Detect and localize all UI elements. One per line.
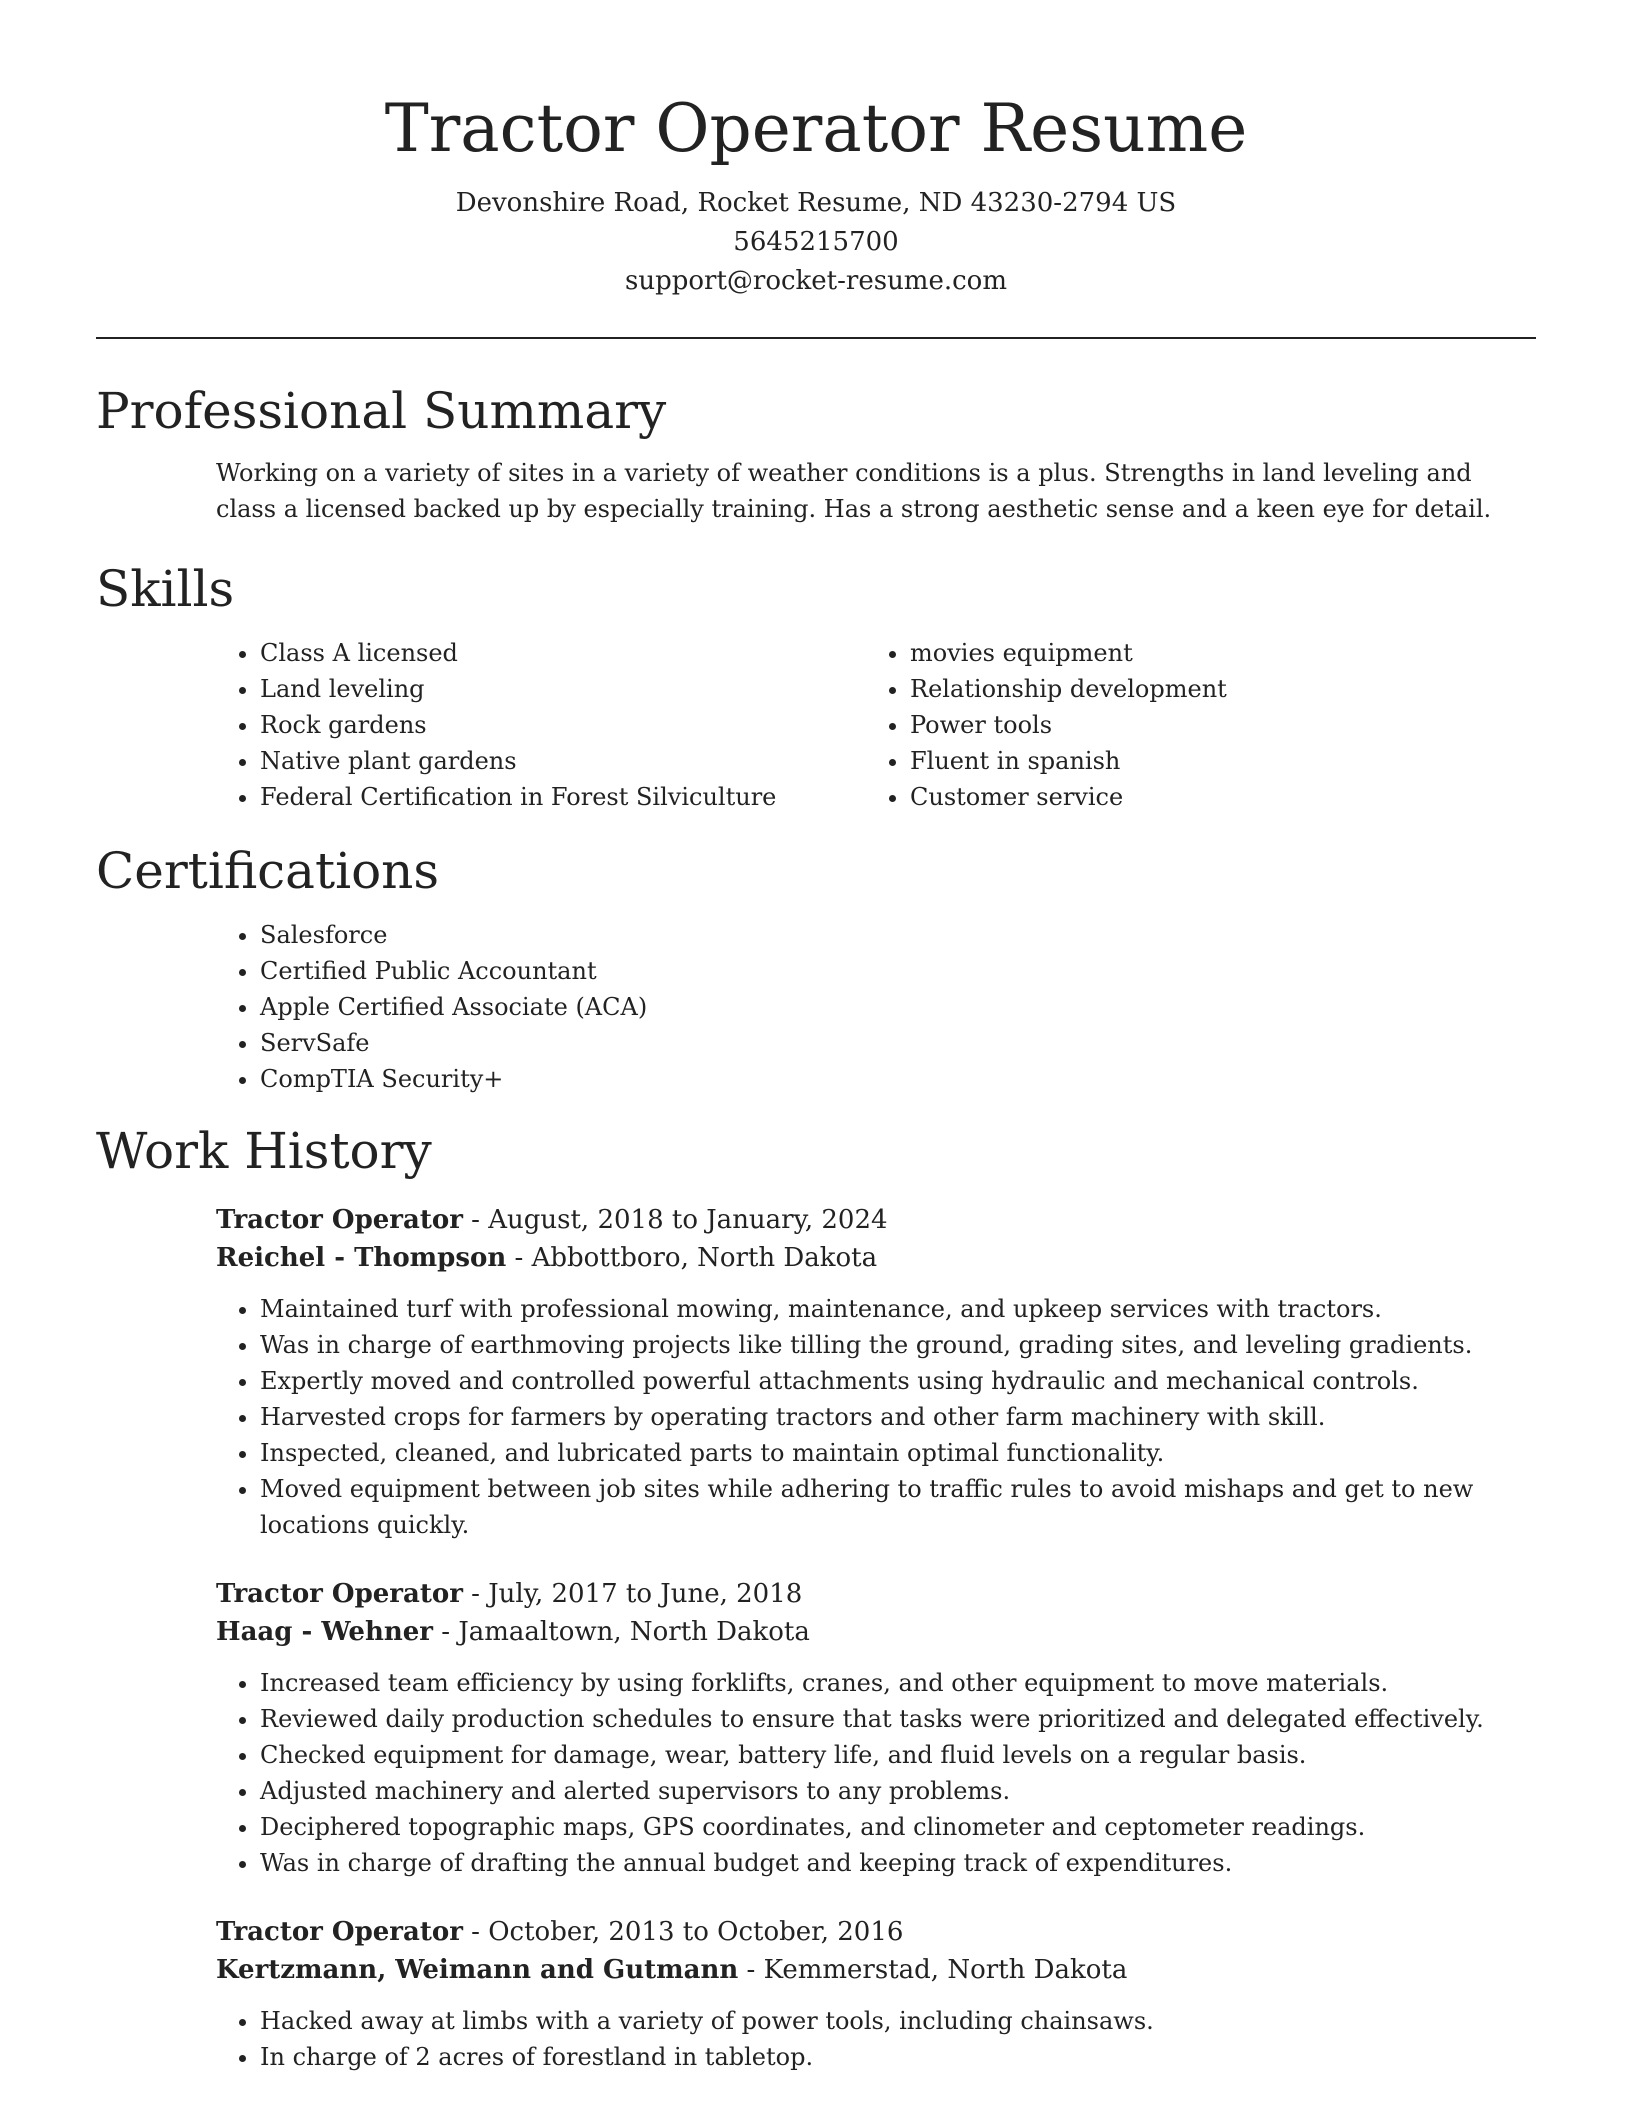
job-role: Tractor Operator [216, 1205, 463, 1235]
skills-list [0, 635, 1632, 815]
job-location: Jamaaltown, North Dakota [458, 1617, 810, 1647]
job-duty: • Inspected, cleaned, and lubricated parts to maintain optimal functionality. [260, 1435, 1536, 1471]
job-company: Reichel - Thompson [216, 1243, 507, 1273]
job-location: Kemmerstad, North Dakota [763, 1955, 1128, 1985]
skills-heading: Skills [96, 560, 235, 618]
job-duty: • In charge of 2 acres of forestland in tabletop. [260, 2039, 1536, 2075]
job-duty: • Hacked away at limbs with a variety of power tools, including chainsaws. [260, 2003, 1536, 2039]
summary-text: Working on a variety of sites in a variety of weather conditions is a plus. Strengths in land leveling and class a licensed backed up by especially training. Has a strong aesthetic sense and a keen eye for detail. [216, 459, 1492, 523]
job-role: Tractor Operator [216, 1917, 463, 1947]
job-duty: • Was in charge of drafting the annual budget and keeping track of expenditures. [260, 1845, 1536, 1881]
job-duty: • Adjusted machinery and alerted supervisors to any problems. [260, 1773, 1536, 1809]
job-company: Haag - Wehner [216, 1617, 434, 1647]
resume-title: Tractor Operator Resume [384, 90, 1248, 167]
job-title-line: Tractor Operator - October, 2013 to October, 2016 [216, 1917, 904, 1947]
skill-item: • Relationship development [910, 671, 1227, 707]
work-history-heading: Work History [96, 1122, 432, 1180]
job-dates: October, 2013 to October, 2016 [488, 1917, 904, 1947]
skills-column-left [260, 635, 776, 815]
job-duty: • Increased team efficiency by using forklifts, cranes, and other equipment to move materials. [260, 1665, 1536, 1701]
certification-item: • ServSafe [260, 1025, 1632, 1061]
header-divider [96, 337, 1536, 339]
skill-item: • Power tools [910, 707, 1227, 743]
skill-item: • Native plant gardens [260, 743, 776, 779]
job-duty: • Expertly moved and controlled powerful attachments using hydraulic and mechanical controls. [260, 1363, 1536, 1399]
job-entry [216, 1913, 1536, 2075]
certifications-list [0, 917, 1632, 1097]
job-dates: July, 2017 to June, 2018 [488, 1579, 803, 1609]
job-duties [216, 2003, 1536, 2075]
job-duty: • Reviewed daily production schedules to ensure that tasks were prioritized and delegated effectively. [260, 1701, 1536, 1737]
skill-item: • movies equipment [910, 635, 1227, 671]
job-company-line: Haag - Wehner - Jamaaltown, North Dakota [216, 1617, 810, 1647]
certification-item: • Certified Public Accountant [260, 953, 1632, 989]
job-company-line: Kertzmann, Weimann and Gutmann - Kemmerstad, North Dakota [216, 1955, 1128, 1985]
contact-address: Devonshire Road, Rocket Resume, ND 43230-2794 US [455, 188, 1177, 218]
certification-item: • Apple Certified Associate (ACA) [260, 989, 1632, 1025]
job-company: Kertzmann, Weimann and Gutmann [216, 1955, 739, 1985]
job-role: Tractor Operator [216, 1579, 463, 1609]
job-duty: • Was in charge of earthmoving projects like tilling the ground, grading sites, and leveling gradients. [260, 1327, 1536, 1363]
skill-item: • Federal Certification in Forest Silviculture [260, 779, 776, 815]
job-duty: • Deciphered topographic maps, GPS coordinates, and clinometer and ceptometer readings. [260, 1809, 1536, 1845]
summary-heading: Professional Summary [96, 382, 667, 440]
skill-item: • Rock gardens [260, 707, 776, 743]
job-duties [216, 1665, 1536, 1881]
skill-item: • Customer service [910, 779, 1227, 815]
job-title-line: Tractor Operator - August, 2018 to January, 2024 [216, 1205, 888, 1235]
resume-header [0, 0, 1632, 301]
job-title-line: Tractor Operator - July, 2017 to June, 2018 [216, 1579, 803, 1609]
certification-item: • Salesforce [260, 917, 1632, 953]
job-duties [216, 1291, 1536, 1543]
job-duty: • Harvested crops for farmers by operating tractors and other farm machinery with skill. [260, 1399, 1536, 1435]
job-entry [216, 1575, 1536, 1881]
contact-email: support@rocket-resume.com [624, 266, 1007, 296]
skill-item: • Class A licensed [260, 635, 776, 671]
job-duty: • Moved equipment between job sites while adhering to traffic rules to avoid mishaps and get to new locations quickly. [260, 1471, 1536, 1543]
contact-block [0, 184, 1632, 301]
skill-item: • Land leveling [260, 671, 776, 707]
job-duty: • Maintained turf with professional mowing, maintenance, and upkeep services with tractors. [260, 1291, 1536, 1327]
certification-item: • CompTIA Security+ [260, 1061, 1632, 1097]
job-dates: August, 2018 to January, 2024 [488, 1205, 888, 1235]
job-location: Abbottboro, North Dakota [531, 1243, 878, 1273]
job-duty: • Checked equipment for damage, wear, battery life, and fluid levels on a regular basis. [260, 1737, 1536, 1773]
skill-item: • Fluent in spanish [910, 743, 1227, 779]
job-entry [216, 1201, 1536, 1543]
certifications-heading: Certifications [96, 842, 440, 900]
contact-phone: 5645215700 [733, 227, 899, 257]
skills-column-right [910, 635, 1227, 815]
job-company-line: Reichel - Thompson - Abbottboro, North Dakota [216, 1243, 878, 1273]
